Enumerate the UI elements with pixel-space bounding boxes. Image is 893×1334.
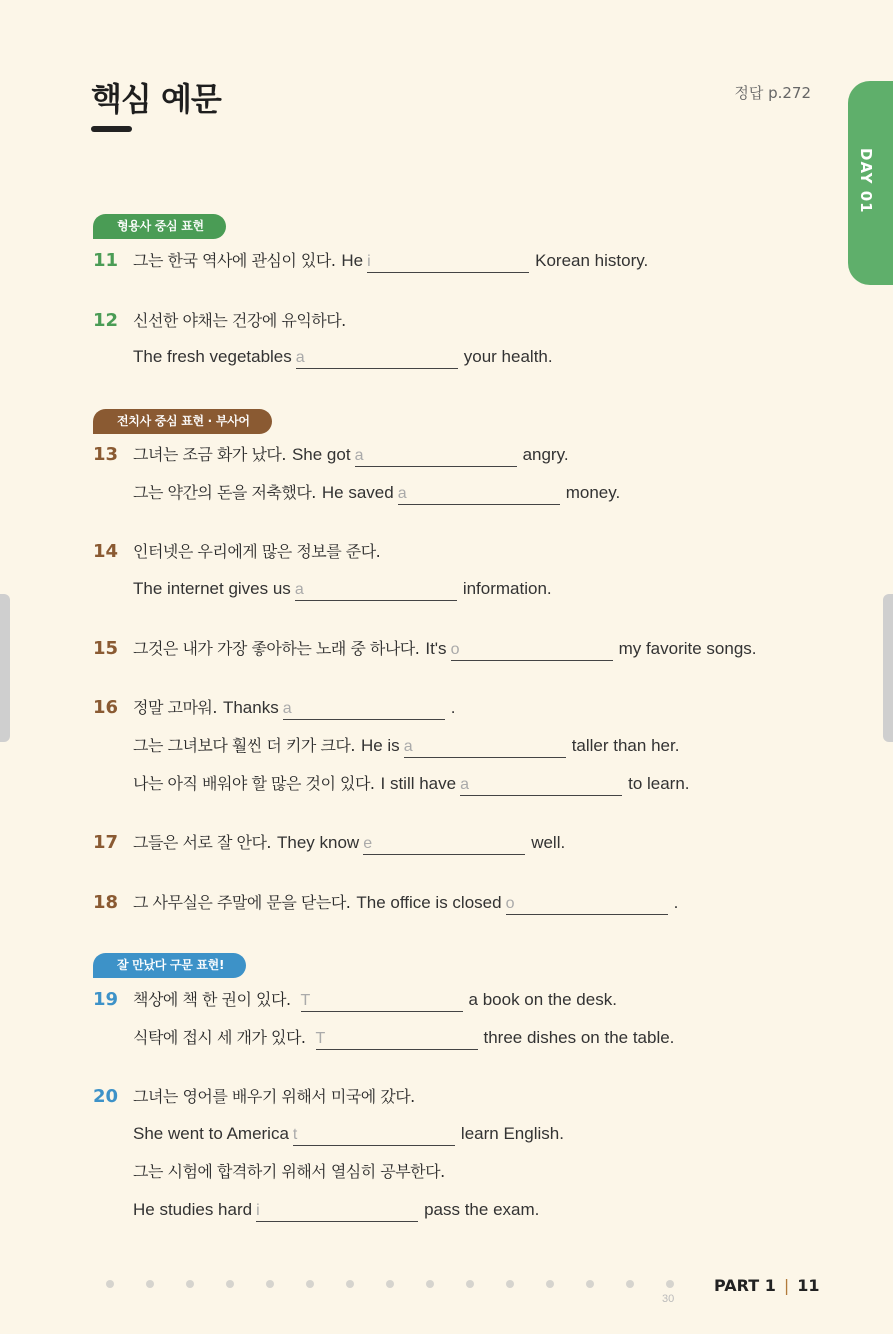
korean-sentence: 그 사무실은 주말에 문을 닫는다.	[133, 893, 351, 912]
english-suffix: pass the exam.	[424, 1200, 540, 1219]
english-suffix: three dishes on the table.	[483, 1028, 675, 1047]
item-12	[93, 309, 346, 333]
dot	[226, 1280, 234, 1288]
item-17	[93, 831, 565, 855]
scroll-handle-right[interactable]	[883, 594, 893, 742]
english-suffix: taller than her.	[571, 736, 680, 755]
item-19	[93, 988, 617, 1012]
answer-blank[interactable]: T	[301, 991, 463, 1012]
english-suffix: well.	[531, 833, 566, 852]
item-number: 17	[93, 832, 119, 853]
item-16	[93, 696, 455, 720]
english-suffix: Korean history.	[535, 251, 649, 270]
answer-blank[interactable]: o	[506, 894, 668, 915]
korean-sentence: 인터넷은 우리에게 많은 정보를 준다.	[133, 542, 381, 561]
english-suffix: learn English.	[460, 1124, 564, 1143]
dot	[106, 1280, 114, 1288]
item-20-korean-2	[133, 1160, 445, 1184]
page-number: 11	[797, 1276, 820, 1295]
item-16-line-3	[133, 772, 690, 796]
dot	[426, 1280, 434, 1288]
answer-blank[interactable]: a	[295, 580, 457, 601]
item-number: 13	[93, 444, 119, 465]
answer-blank[interactable]: T	[316, 1029, 478, 1050]
section-badge-construction: 잘 만났다 구문 표현!	[93, 953, 246, 978]
item-20-english-1	[133, 1122, 564, 1146]
english-prefix: The internet gives us	[133, 579, 291, 598]
korean-sentence: 식탁에 접시 세 개가 있다.	[133, 1028, 306, 1047]
answer-blank[interactable]: a	[296, 348, 458, 369]
item-number: 16	[93, 697, 119, 718]
english-prefix: I still have	[380, 774, 457, 793]
korean-sentence: 그는 약간의 돈을 저축했다.	[133, 483, 316, 502]
dot	[346, 1280, 354, 1288]
korean-sentence: 그녀는 조금 화가 났다.	[133, 445, 286, 464]
korean-sentence: 그는 한국 역사에 관심이 있다.	[133, 251, 336, 270]
footer-small-number: 30	[662, 1293, 675, 1305]
korean-sentence: 신선한 야채는 건강에 유익하다.	[133, 311, 346, 330]
english-prefix: He studies hard	[133, 1200, 253, 1219]
dot	[586, 1280, 594, 1288]
scroll-handle-left[interactable]	[0, 594, 10, 742]
english-prefix: It's	[425, 639, 447, 658]
korean-sentence: 책상에 책 한 권이 있다.	[133, 990, 291, 1009]
item-number: 15	[93, 638, 119, 659]
korean-sentence: 그것은 내가 가장 좋아하는 노래 중 하나다.	[133, 639, 420, 658]
korean-sentence: 그는 그녀보다 훨씬 더 키가 크다.	[133, 736, 355, 755]
answer-blank[interactable]: a	[404, 737, 566, 758]
dot	[506, 1280, 514, 1288]
footer-dots	[106, 1280, 674, 1288]
section-badge-preposition: 전치사 중심 표현 · 부사어	[93, 409, 272, 434]
dot	[626, 1280, 634, 1288]
english-suffix: a book on the desk.	[468, 990, 617, 1009]
english-suffix: .	[450, 698, 456, 717]
english-prefix: She went to America	[133, 1124, 289, 1143]
day-tab-label: DAY 01	[857, 148, 875, 214]
answer-blank[interactable]: a	[398, 484, 560, 505]
item-20-english-2	[133, 1198, 539, 1222]
english-suffix: angry.	[522, 445, 569, 464]
english-prefix: He	[341, 251, 364, 270]
part-label: PART 1	[714, 1276, 776, 1295]
answer-blank[interactable]: a	[460, 775, 622, 796]
korean-sentence: 나는 아직 배워야 할 많은 것이 있다.	[133, 774, 375, 793]
korean-sentence: 그녀는 영어를 배우기 위해서 미국에 갔다.	[133, 1087, 415, 1106]
item-19-line-2	[133, 1026, 674, 1050]
dot	[186, 1280, 194, 1288]
english-suffix: .	[673, 893, 679, 912]
english-suffix: information.	[462, 579, 552, 598]
dot	[466, 1280, 474, 1288]
item-12-english	[133, 345, 553, 369]
answer-reference: 정답 p.272	[734, 84, 811, 102]
dot	[386, 1280, 394, 1288]
item-20	[93, 1085, 415, 1109]
english-suffix: my favorite songs.	[618, 639, 757, 658]
item-number: 20	[93, 1086, 119, 1107]
answer-blank[interactable]: e	[363, 834, 525, 855]
answer-blank[interactable]: i	[256, 1201, 418, 1222]
item-14-english	[133, 577, 552, 601]
item-number: 19	[93, 989, 119, 1010]
answer-blank[interactable]: i	[367, 252, 529, 273]
item-number: 12	[93, 310, 119, 331]
section-badge-adjective: 형용사 중심 표현	[93, 214, 226, 239]
english-suffix: to learn.	[628, 774, 690, 793]
english-prefix: She got	[291, 445, 351, 464]
title-underline	[91, 126, 132, 132]
answer-blank[interactable]: a	[283, 699, 445, 720]
item-15	[93, 637, 757, 661]
english-prefix: They know	[277, 833, 360, 852]
korean-sentence: 그들은 서로 잘 안다.	[133, 833, 271, 852]
footer-part-label	[714, 1276, 820, 1295]
item-13	[93, 443, 569, 467]
item-number: 18	[93, 892, 119, 913]
english-prefix: Thanks	[222, 698, 279, 717]
korean-sentence: 그는 시험에 합격하기 위해서 열심히 공부한다.	[133, 1162, 445, 1181]
answer-blank[interactable]: o	[451, 640, 613, 661]
item-number: 11	[93, 250, 119, 271]
item-11	[93, 249, 648, 273]
dot	[146, 1280, 154, 1288]
page-title: 핵심 예문	[91, 80, 221, 118]
dot	[306, 1280, 314, 1288]
answer-blank[interactable]: t	[293, 1125, 455, 1146]
dot	[546, 1280, 554, 1288]
item-14	[93, 540, 380, 564]
korean-sentence: 정말 고마워.	[133, 698, 217, 717]
answer-blank[interactable]: a	[355, 446, 517, 467]
item-16-line-2	[133, 734, 679, 758]
item-number: 14	[93, 541, 119, 562]
english-prefix: The fresh vegetables	[133, 347, 292, 366]
english-prefix: He saved	[321, 483, 394, 502]
english-prefix: He is	[360, 736, 400, 755]
english-suffix: your health.	[463, 347, 553, 366]
dot	[666, 1280, 674, 1288]
item-18	[93, 891, 678, 915]
english-suffix: money.	[565, 483, 621, 502]
dot	[266, 1280, 274, 1288]
separator: |	[783, 1276, 790, 1295]
english-prefix: The office is closed	[356, 893, 502, 912]
item-13-line-2	[133, 481, 620, 505]
